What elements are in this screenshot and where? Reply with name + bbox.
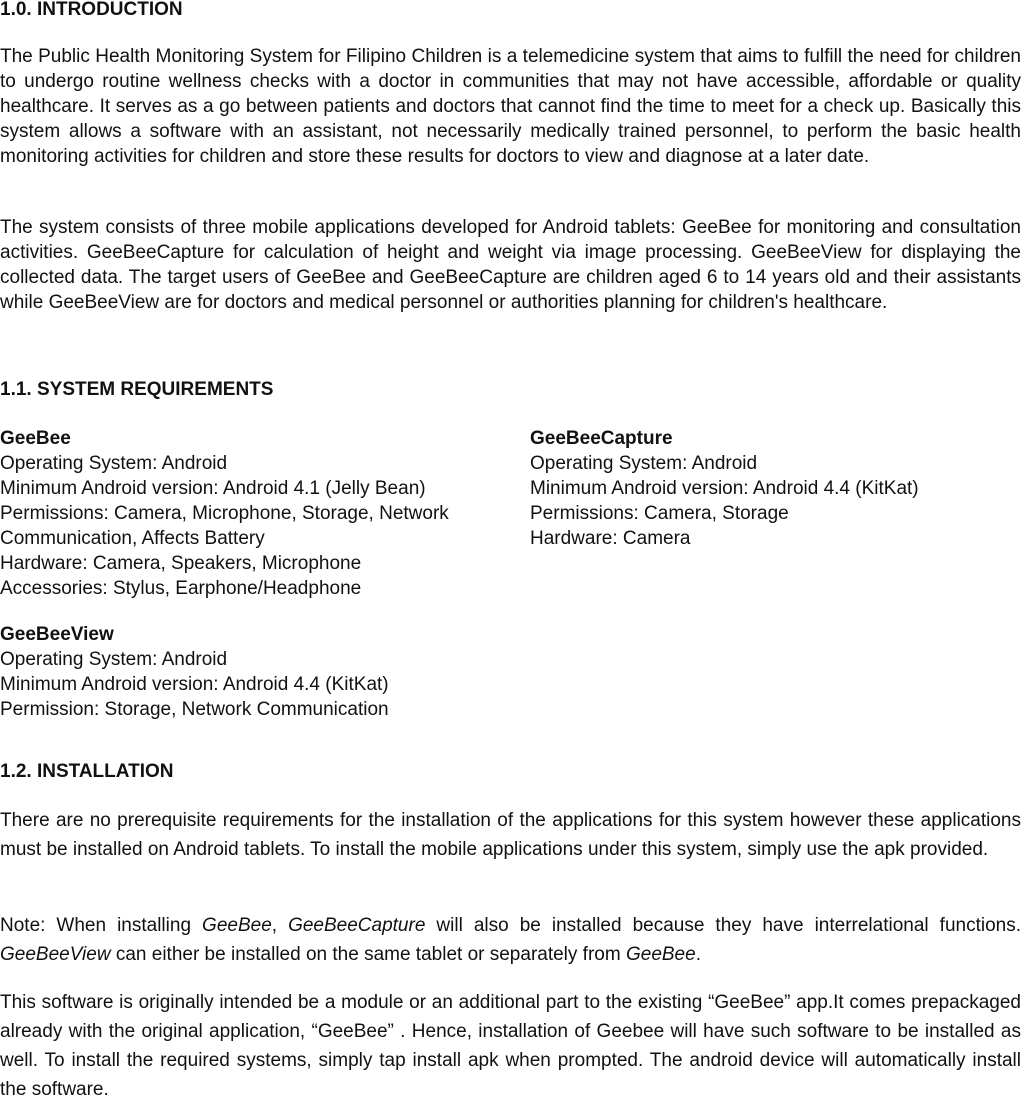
geebee-hardware: Hardware: Camera, Speakers, Microphone [0,553,362,574]
geebee-permissions: Permissions: Camera, Microphone, Storage, Network [0,503,449,524]
geebee-accessories: Accessories: Stylus, Earphone/Headphone [0,578,362,599]
geebeeview-title: GeeBeeView [0,624,114,645]
geebeecapture-title: GeeBeeCapture [530,428,673,449]
geebee-min-version: Minimum Android version: Android 4.1 (Jelly Bean) [0,478,426,499]
app-name-geebee-2: GeeBee [625,944,696,965]
intro-paragraph-2: The system consists of three mobile applications developed for Android tablets: GeeBee for monitoring and consultation activities. GeeBeeCapture for calculation of height and weight via image processing. GeeBeeView for displaying the collected data. The target users of GeeBee and GeeBeeCapture are children aged 6 to 14 years old and their assistants while GeeBeeView are for doctors and medical personnel or authorities planning for children's healthcare. [0,217,1021,313]
geebeeview-permissions: Permission: Storage, Network Communication [0,699,389,720]
installation-heading: 1.2. INSTALLATION [0,761,174,782]
geebeeview-min-version: Minimum Android version: Android 4.4 (KitKat) [0,674,389,695]
intro-paragraph-1: The Public Health Monitoring System for Filipino Children is a telemedicine system that aims to fulfill the need for children to undergo routine wellness checks with a doctor in communities that may not have accessible, affordable or quality healthcare. It serves as a go between patients and doctors that cannot find the time to meet for a check up. Basically this system allows a software with an assistant, not necessarily medically trained personnel, to perform the basic health monitoring activities for children and store these results for doctors to view and diagnose at a later date. [0,46,1021,167]
requirements-heading: 1.1. SYSTEM REQUIREMENTS [0,379,274,400]
geebee-os: Operating System: Android [0,453,228,474]
installation-paragraph-3: This software is originally intended be a module or an additional part to the existing “GeeBee” app.It comes prepackaged already with the original application, “GeeBee” . Hence, installation of Geebee will have such software to be installed as well. To install the required systems, simply tap install apk when prompted. The android device will automatically install the software. [0,992,1021,1100]
geebeeview-os: Operating System: Android [0,649,228,670]
geebee-permissions-cont: Communication, Affects Battery [0,528,265,549]
geebeecapture-requirements [530,426,919,551]
installation-paragraph-1: There are no prerequisite requirements for the installation of the applications for this system however these applications must be installed on Android tablets. To install the mobile applications under this system, simply use the apk provided. [0,810,1021,860]
geebeecapture-os: Operating System: Android [530,453,758,474]
app-name-geebeecapture: GeeBeeCapture [288,915,426,936]
intro-heading: 1.0. INTRODUCTION [0,0,183,20]
installation-note: Note: When installing GeeBee, GeeBeeCapture will also be installed because they have interrelational functions. GeeBeeView can either be installed on the same tablet or separately from GeeBee. [0,915,1021,965]
geebeecapture-hardware: Hardware: Camera [530,528,691,549]
app-name-geebee: GeeBee [202,915,272,936]
geebee-title: GeeBee [0,428,71,449]
geebeecapture-permissions: Permissions: Camera, Storage [530,503,789,524]
geebee-requirements [0,426,449,601]
geebeeview-requirements [0,622,389,722]
geebeecapture-min-version: Minimum Android version: Android 4.4 (KitKat) [530,478,919,499]
app-name-geebeeview: GeeBeeView [0,944,111,965]
